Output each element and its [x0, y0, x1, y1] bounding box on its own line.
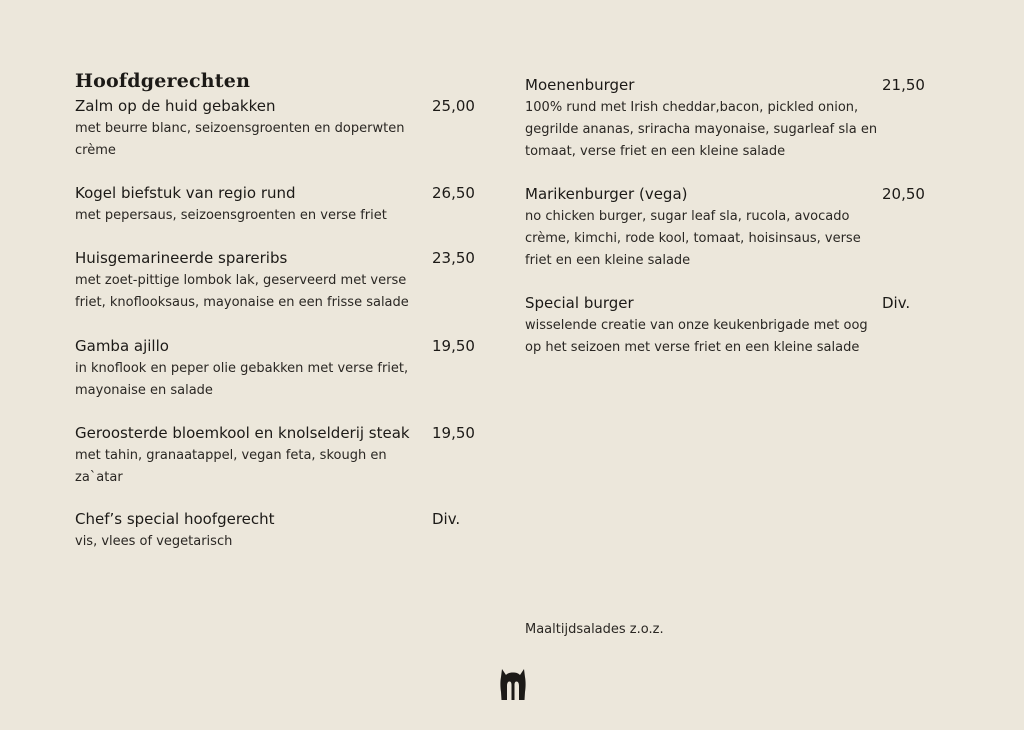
- menu-item-description: vis, vlees of vegetarisch: [75, 534, 233, 549]
- menu-item-name: Geroosterde bloemkool en knolselderij steak: [75, 424, 410, 442]
- menu-item-name: Special burger: [525, 294, 634, 312]
- menu-item-name: Huisgemarineerde spareribs: [75, 249, 288, 267]
- goat-logo-icon: [500, 668, 526, 702]
- menu-item-price: 26,50: [432, 184, 475, 202]
- menu-item-price: 23,50: [432, 249, 475, 267]
- menu-item-description: met pepersaus, seizoensgroenten en verse friet: [75, 208, 387, 223]
- menu-item-price: Div.: [882, 294, 911, 312]
- menu-item-price: 25,00: [432, 97, 475, 115]
- section-heading: Hoofdgerechten: [75, 70, 251, 92]
- menu-item-name: Chef’s special hoofgerecht: [75, 510, 275, 528]
- footnote: Maaltijdsalades z.o.z.: [525, 622, 664, 637]
- menu-item-price: 19,50: [432, 424, 475, 442]
- menu-item-description: met beurre blanc, seizoensgroenten en doperwten crème: [75, 121, 405, 158]
- menu-item-description: wisselende creatie van onze keukenbrigade met oog op het seizoen met verse friet en een kleine salade: [525, 318, 868, 355]
- menu-item-description: met tahin, granaatappel, vegan feta, skough en za`atar: [75, 448, 387, 485]
- menu-item-description: met zoet-pittige lombok lak, geserveerd met verse friet, knoflooksaus, mayonaise en een frisse salade: [75, 273, 409, 310]
- menu-item-name: Gamba ajillo: [75, 337, 169, 355]
- menu-item-price: 20,50: [882, 185, 925, 203]
- menu-item-description: 100% rund met Irish cheddar,bacon, pickled onion, gegrilde ananas, sriracha mayonaise, sugarleaf sla en tomaat, verse friet en een kleine salade: [525, 100, 878, 159]
- menu-item-name: Zalm op de huid gebakken: [75, 97, 276, 115]
- menu-item-description: in knoflook en peper olie gebakken met verse friet, mayonaise en salade: [75, 361, 409, 398]
- menu-item-price: 19,50: [432, 337, 475, 355]
- menu-item-description: no chicken burger, sugar leaf sla, rucola, avocado crème, kimchi, rode kool, tomaat, hoisinsaus, verse friet en een kleine salade: [525, 209, 861, 268]
- menu-item-price: 21,50: [882, 76, 925, 94]
- menu-item-price: Div.: [432, 510, 461, 528]
- menu-item-name: Moenenburger: [525, 76, 635, 94]
- menu-item-name: Kogel biefstuk van regio rund: [75, 184, 296, 202]
- menu-item-name: Marikenburger (vega): [525, 185, 688, 203]
